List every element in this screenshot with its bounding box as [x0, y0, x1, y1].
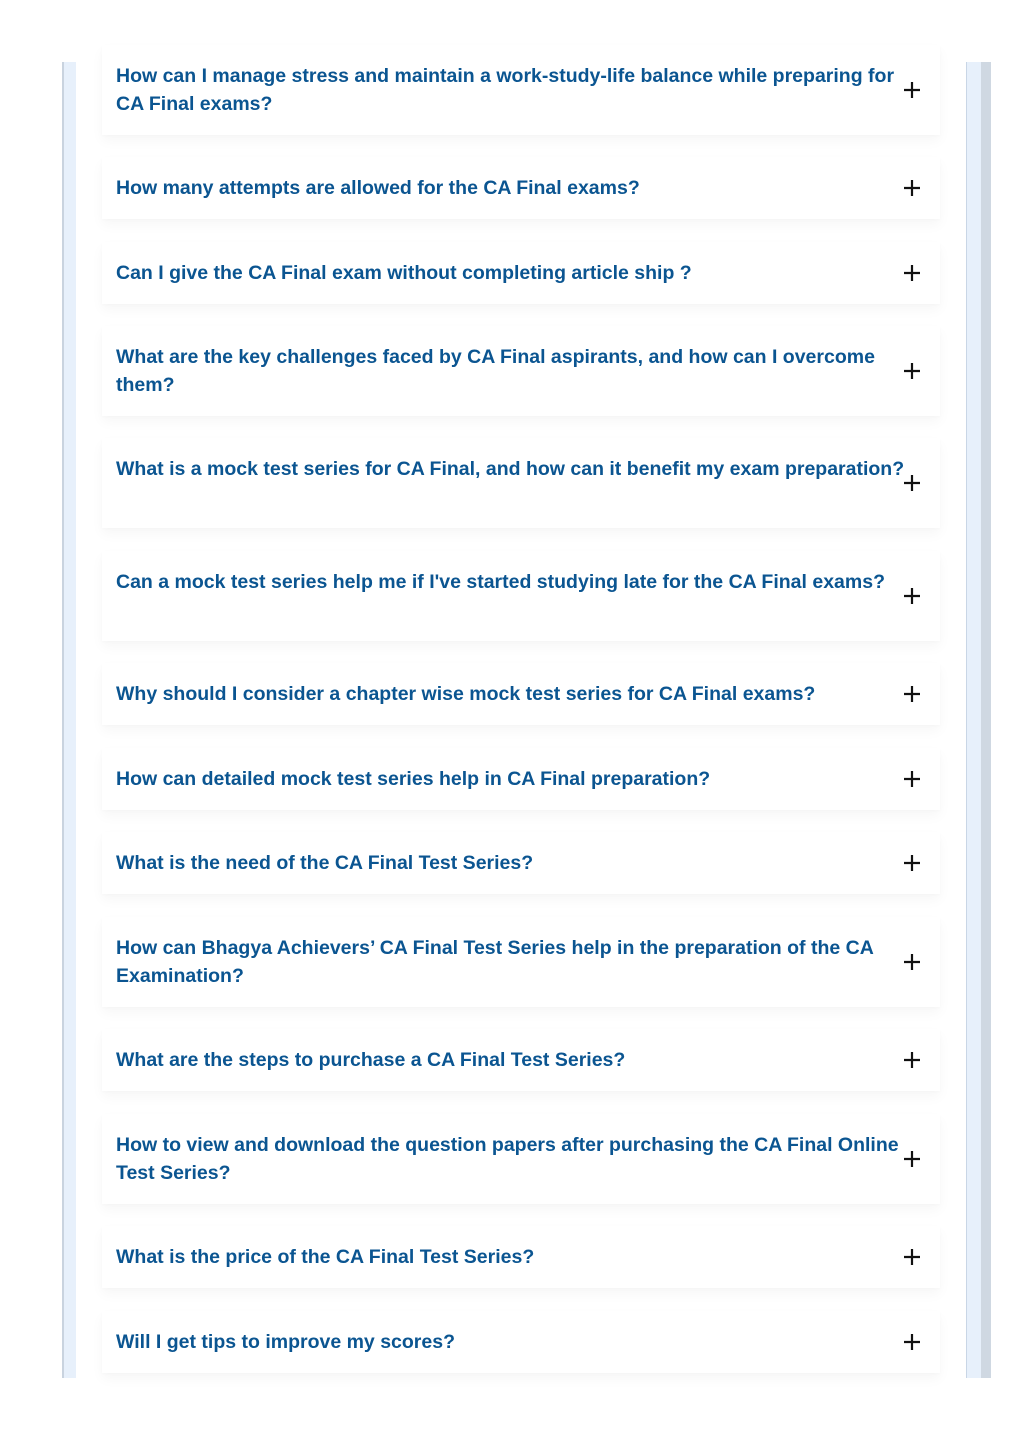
- faq-item[interactable]: [102, 1114, 940, 1204]
- faq-item[interactable]: [102, 438, 940, 528]
- faq-item[interactable]: [102, 1226, 940, 1288]
- left-frame-band: [64, 62, 76, 1378]
- plus-icon[interactable]: [902, 684, 922, 704]
- plus-icon[interactable]: [902, 952, 922, 972]
- plus-icon[interactable]: [902, 473, 922, 493]
- plus-icon[interactable]: [902, 769, 922, 789]
- faq-item[interactable]: [102, 326, 940, 416]
- faq-question: How many attempts are allowed for the CA Final exams?: [116, 177, 640, 199]
- faq-item[interactable]: [102, 157, 940, 219]
- plus-icon[interactable]: [902, 80, 922, 100]
- faq-question: What is the need of the CA Final Test Series?: [116, 852, 534, 874]
- faq-question: What are the key challenges faced by CA Final aspirants, and how can I overcome them?: [116, 346, 875, 396]
- plus-icon[interactable]: [902, 586, 922, 606]
- faq-item[interactable]: [102, 242, 940, 304]
- faq-question: How can I manage stress and maintain a work-study-life balance while preparing for CA Final exams?: [116, 65, 895, 115]
- plus-icon[interactable]: [902, 361, 922, 381]
- faq-question: How can Bhagya Achievers’ CA Final Test Series help in the preparation of the CA Examination?: [116, 937, 874, 987]
- faq-item[interactable]: [102, 917, 940, 1007]
- faq-item[interactable]: [102, 748, 940, 810]
- faq-question: Can I give the CA Final exam without completing article ship ?: [116, 262, 692, 284]
- faq-question: What are the steps to purchase a CA Final Test Series?: [116, 1049, 626, 1071]
- scrollbar-track[interactable]: [981, 62, 991, 1378]
- plus-icon[interactable]: [902, 1247, 922, 1267]
- faq-question: Will I get tips to improve my scores?: [116, 1331, 455, 1353]
- plus-icon[interactable]: [902, 178, 922, 198]
- plus-icon[interactable]: [902, 1149, 922, 1169]
- faq-item[interactable]: [102, 1311, 940, 1373]
- faq-item[interactable]: [102, 1029, 940, 1091]
- faq-item[interactable]: [102, 551, 940, 641]
- plus-icon[interactable]: [902, 1050, 922, 1070]
- right-frame-band: [966, 62, 981, 1378]
- faq-question: How can detailed mock test series help in CA Final preparation?: [116, 768, 711, 790]
- faq-item[interactable]: [102, 832, 940, 894]
- faq-question: Why should I consider a chapter wise mock test series for CA Final exams?: [116, 683, 816, 705]
- faq-question: Can a mock test series help me if I've started studying late for the CA Final exams?: [116, 571, 885, 593]
- faq-item[interactable]: [102, 45, 940, 135]
- plus-icon[interactable]: [902, 263, 922, 283]
- faq-question: What is a mock test series for CA Final, and how can it benefit my exam preparation?: [116, 458, 905, 480]
- faq-question: How to view and download the question papers after purchasing the CA Final Online Test Series?: [116, 1134, 899, 1184]
- faq-item[interactable]: [102, 663, 940, 725]
- plus-icon[interactable]: [902, 853, 922, 873]
- plus-icon[interactable]: [902, 1332, 922, 1352]
- faq-question: What is the price of the CA Final Test Series?: [116, 1246, 535, 1268]
